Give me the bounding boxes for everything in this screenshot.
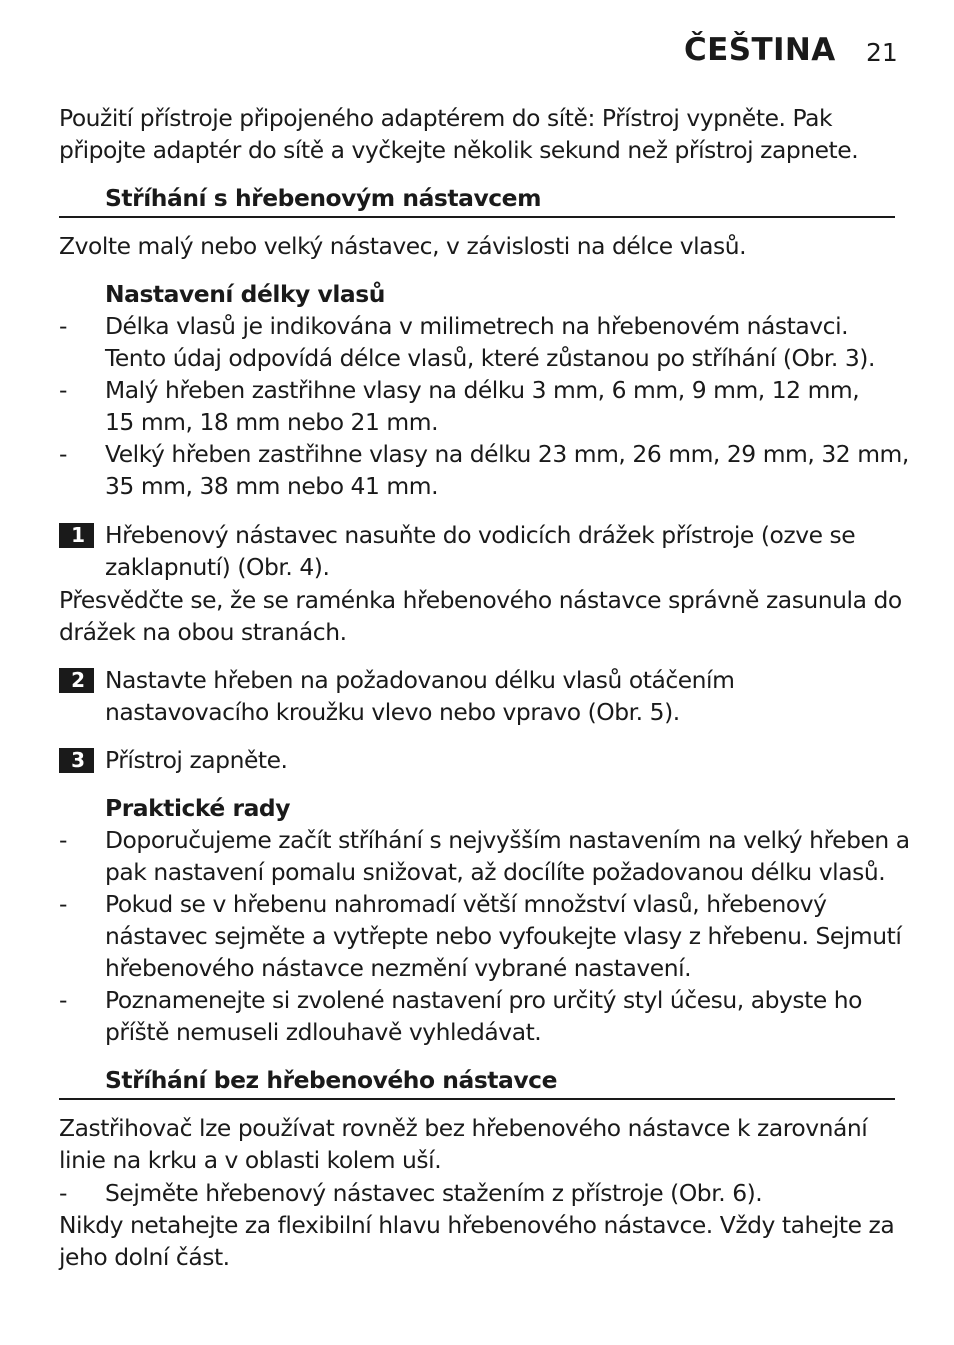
- note-line-2: drážek na obou stranách.: [59, 618, 347, 646]
- list-item: Sejměte hřebenový nástavec stažením z přístroje (Obr. 6).: [105, 1179, 763, 1207]
- step-number-badge: 2: [59, 668, 94, 693]
- section-rule: [59, 216, 895, 218]
- section-rule: [59, 1098, 895, 1100]
- list-item-cont: nástavec sejměte a vytřepte nebo vyfoukejte vlasy z hřebenu. Sejmutí: [105, 922, 902, 950]
- list-item-cont: 35 mm, 38 mm nebo 41 mm.: [105, 472, 439, 500]
- list-item-cont: 15 mm, 18 mm nebo 21 mm.: [105, 408, 439, 436]
- step-text-cont: zaklapnutí) (Obr. 4).: [105, 553, 330, 581]
- warning-line-1: Nikdy netahejte za flexibilní hlavu hřebenového nástavce. Vždy tahejte za: [59, 1211, 895, 1239]
- language-title: ČEŠTINA: [684, 32, 836, 68]
- bullet-dash: -: [59, 376, 67, 404]
- bullet-dash: -: [59, 890, 67, 918]
- bullet-dash: -: [59, 440, 67, 468]
- subheading-length: Nastavení délky vlasů: [105, 280, 385, 308]
- note-line-1: Přesvědčte se, že se raménka hřebenového nástavce správně zasunula do: [59, 586, 902, 614]
- step-number-badge: 1: [59, 523, 94, 548]
- list-item-cont: příště nemuseli zdlouhavě vyhledávat.: [105, 1018, 542, 1046]
- bullet-dash: -: [59, 826, 67, 854]
- list-item-cont: pak nastavení pomalu snižovat, až docílíte požadovanou délku vlasů.: [105, 858, 886, 886]
- step-number-badge: 3: [59, 748, 94, 773]
- step-text: Hřebenový nástavec nasuňte do vodicích drážek přístroje (ozve se: [105, 521, 856, 549]
- list-item: Malý hřeben zastřihne vlasy na délku 3 mm, 6 mm, 9 mm, 12 mm,: [105, 376, 860, 404]
- section-text-cont: linie na krku a v oblasti kolem uší.: [59, 1146, 442, 1174]
- list-item: Délka vlasů je indikována v milimetrech na hřebenovém nástavci.: [105, 312, 849, 340]
- list-item: Velký hřeben zastřihne vlasy na délku 23 mm, 26 mm, 29 mm, 32 mm,: [105, 440, 909, 468]
- step-text: Nastavte hřeben na požadovanou délku vlasů otáčením: [105, 666, 735, 694]
- page-number: 21: [866, 38, 898, 67]
- bullet-dash: -: [59, 1179, 67, 1207]
- list-item-cont: Tento údaj odpovídá délce vlasů, které zůstanou po stříhání (Obr. 3).: [105, 344, 875, 372]
- list-item-cont: hřebenového nástavce nezmění vybrané nastavení.: [105, 954, 692, 982]
- section-text: Zastřihovač lze používat rovněž bez hřebenového nástavce k zarovnání: [59, 1114, 868, 1142]
- subheading-tips: Praktické rady: [105, 794, 291, 822]
- section-text: Zvolte malý nebo velký nástavec, v závislosti na délce vlasů.: [59, 232, 747, 260]
- bullet-dash: -: [59, 312, 67, 340]
- step-text: Přístroj zapněte.: [105, 746, 288, 774]
- step-text-cont: nastavovacího kroužku vlevo nebo vpravo (Obr. 5).: [105, 698, 680, 726]
- section-heading-no-comb: Stříhání bez hřebenového nástavce: [105, 1066, 558, 1094]
- list-item: Doporučujeme začít stříhání s nejvyšším nastavením na velký hřeben a: [105, 826, 910, 854]
- bullet-dash: -: [59, 986, 67, 1014]
- warning-line-2: jeho dolní část.: [59, 1243, 230, 1271]
- section-heading-comb: Stříhání s hřebenovým nástavcem: [105, 184, 542, 212]
- intro-line-1: Použití přístroje připojeného adaptérem do sítě: Přístroj vypněte. Pak: [59, 104, 833, 132]
- list-item: Poznamenejte si zvolené nastavení pro určitý styl účesu, abyste ho: [105, 986, 863, 1014]
- list-item: Pokud se v hřebenu nahromadí větší množství vlasů, hřebenový: [105, 890, 827, 918]
- intro-line-2: připojte adaptér do sítě a vyčkejte několik sekund než přístroj zapnete.: [59, 136, 859, 164]
